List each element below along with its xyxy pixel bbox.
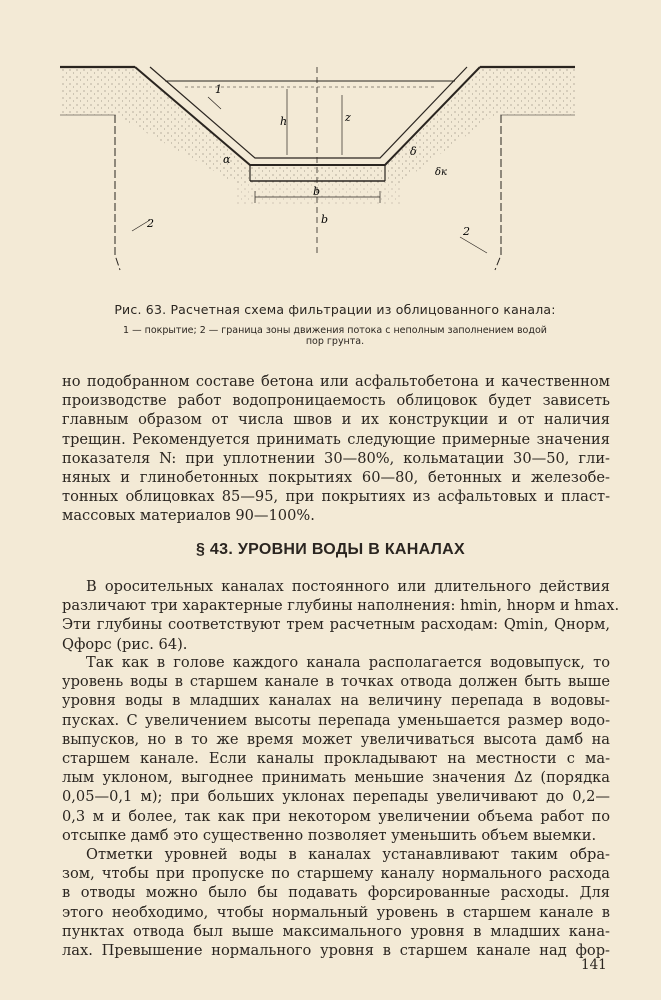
text-line: пусках. С увеличением высоты перепада уменьшается размер водо-: [62, 711, 610, 729]
label-b-bottom: b: [321, 213, 329, 226]
text-line: различают три характерные глубины наполнения: hmin, hнорм и hmax.: [62, 597, 620, 615]
text-line: этого необходимо, чтобы нормальный уровень в старшем канале в: [62, 903, 610, 921]
label-2-right: 2: [463, 225, 470, 238]
text-line: старшем канале. Если каналы прокладывают на местности с ма-: [62, 750, 610, 768]
text-line: но подобранном составе бетона или асфальтобетона и качественном: [62, 373, 610, 390]
label-b: b: [313, 185, 321, 198]
text-line: трещин. Рекомендуется принимать следующие примерные значения: [62, 430, 610, 448]
text-line: зом, чтобы при пропуске по старшему каналу нормального расхода: [62, 865, 610, 883]
caption-legend-line2: пор грунта.: [305, 336, 365, 347]
text-line: лах. Превышение нормального уровня в старшем канале над фор-: [62, 942, 610, 960]
label-1: 1: [215, 83, 222, 96]
caption-title: Рис. 63. Расчетная схема фильтрации из облицованного канала:: [114, 302, 556, 317]
text-line: В оросительных каналах постоянного или длительного действия: [86, 578, 610, 595]
text-line: в отводы можно было бы подавать форсированные расходы. Для: [62, 884, 610, 902]
text-line: 0,3 м и более, так как при некотором увеличении объема работ по: [62, 807, 610, 825]
paragraph-continued: [62, 372, 610, 526]
paragraph-outlets: [62, 653, 610, 845]
paragraph-depths: [62, 577, 620, 654]
text-line: лым уклоном, выгоднее принимать меньшие значения Δz (порядка: [62, 769, 610, 787]
label-delta: δ: [410, 145, 417, 158]
text-line: главным образом от числа швов и их конструкции и от наличия: [62, 411, 610, 429]
text-line: уровень воды в старшем канале в точках отвода должен быть выше: [62, 673, 610, 691]
text-line: выпусков, но в то же время может увеличиваться высота дамб на: [62, 730, 610, 748]
text-line: 0,05—0,1 м); при больших уклонах перепады увеличивают до 0,2—: [62, 788, 610, 806]
section-heading: § 43. УРОВНИ ВОДЫ В КАНАЛАХ: [195, 541, 466, 558]
text-line: отсыпке дамб это существенно позволяет уменьшить объем выемки.: [62, 826, 597, 844]
seepage-boundary-left: [115, 115, 120, 270]
caption-legend-line1: 1 — покрытие; 2 — граница зоны движения потока с неполным заполнением водой: [123, 325, 547, 336]
seepage-boundary-right: [495, 115, 501, 270]
text-line: массовых материалов 90—100%.: [62, 507, 315, 525]
text-line: производстве работ водопроницаемость облицовок будет зависеть: [62, 392, 610, 410]
text-line: Эти глубины соответствуют трем расчетным расходам: Qmin, Qнорм,: [62, 616, 610, 634]
label-2-left: 2: [147, 217, 154, 230]
label-z: z: [345, 111, 351, 124]
text-line: тонных облицовках 85—95, при покрытиях из асфальтовых и пласт-: [62, 488, 610, 506]
figure-caption: [40, 302, 630, 347]
label-alpha: α: [223, 153, 231, 166]
text-line: Отметки уровней воды в каналах устанавливают таким обра-: [86, 846, 610, 863]
paragraph-levels: [62, 845, 610, 960]
text-line: уровня воды в младших каналах на величину перепада в водовы-: [62, 692, 610, 710]
text-line: Так как в голове каждого канала располагается водовыпуск, то: [86, 654, 610, 671]
text-line: показателя N: при уплотнении 30—80%, кольматации 30—50, гли-: [62, 449, 610, 467]
text-line: пунктах отвода был выше максимального уровня в младших кана-: [62, 922, 610, 940]
caption-legend: [40, 325, 630, 347]
text-line: Qфорс (рис. 64).: [62, 635, 188, 653]
page-number: 141: [581, 957, 607, 973]
canal-filtration-diagram: [55, 55, 615, 295]
label-h: h: [280, 115, 288, 128]
text-line: няных и глинобетонных покрытиях 60—80, бетонных и железобе-: [62, 469, 610, 487]
label-dk: δк: [435, 167, 447, 178]
